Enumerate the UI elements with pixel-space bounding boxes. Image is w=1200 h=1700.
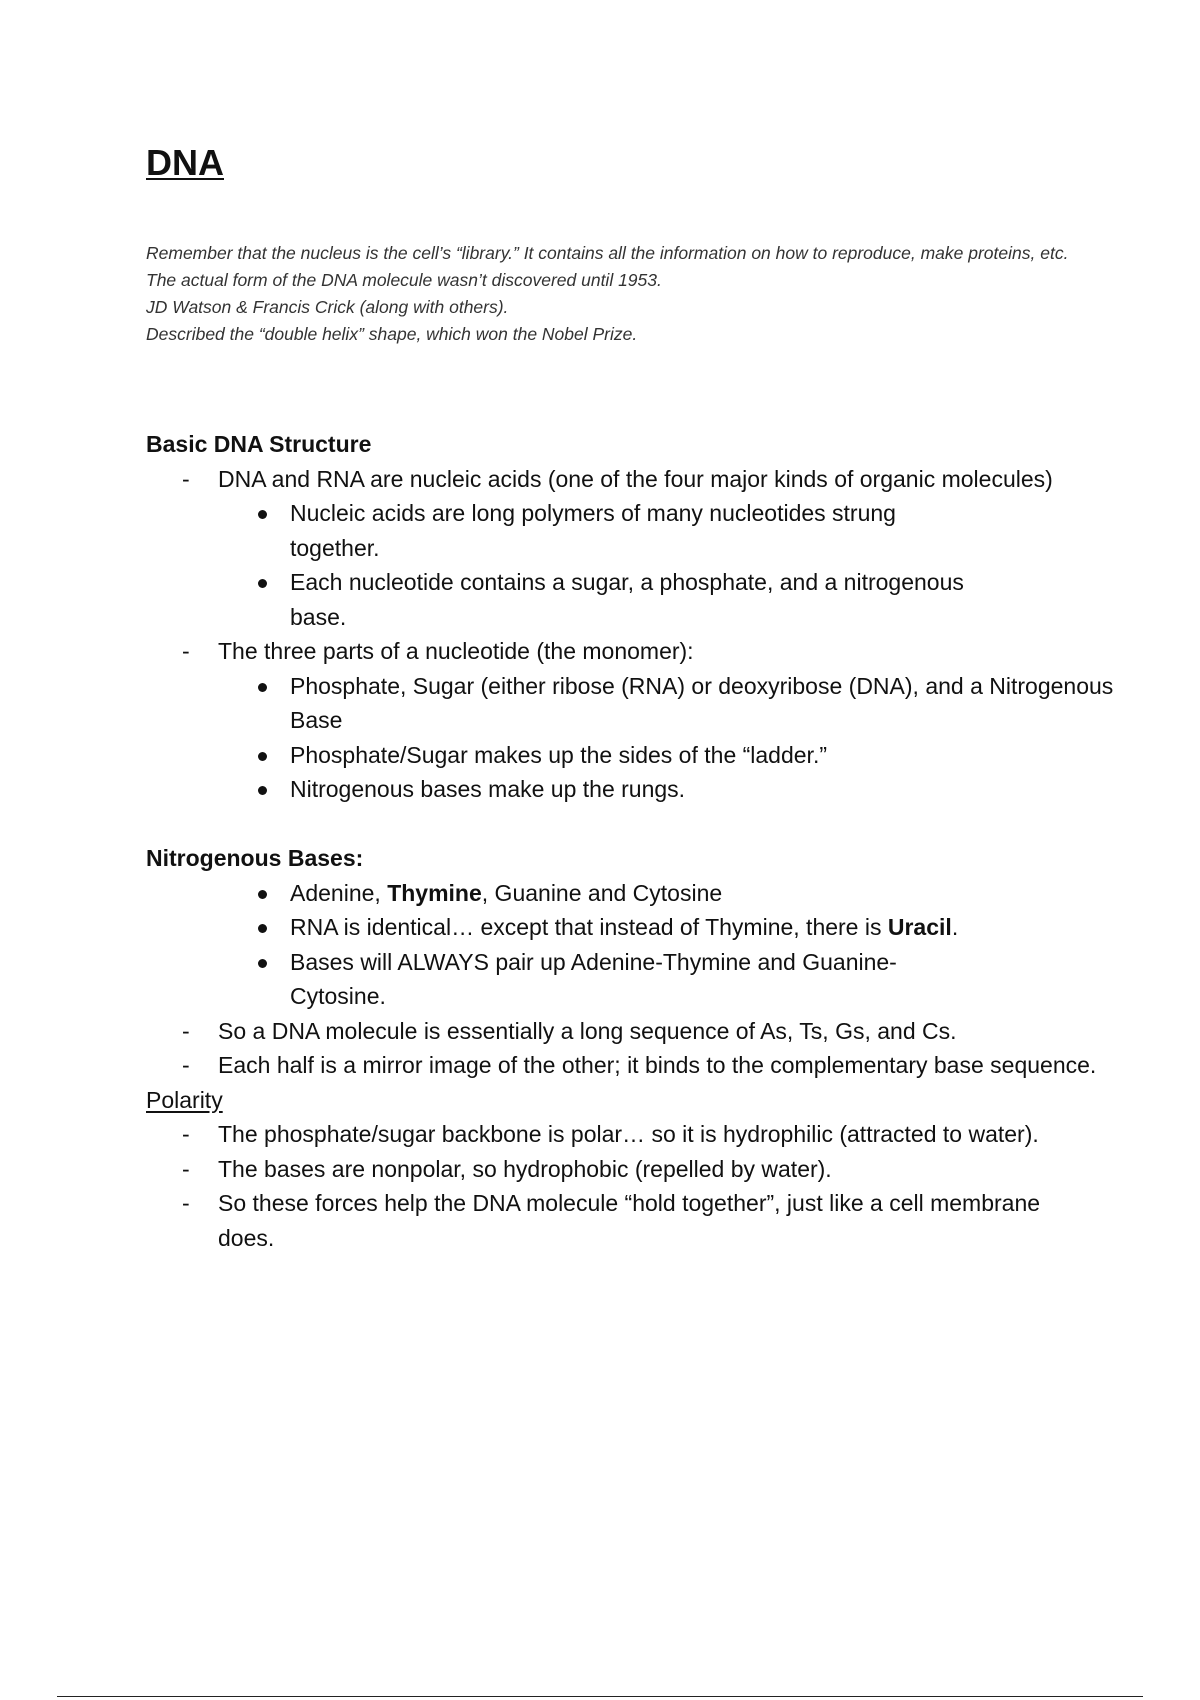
bullet-item: Each nucleotide contains a sugar, a phosphate, and a nitrogenous base. [146,565,990,634]
bullet-item: Bases will ALWAYS pair up Adenine-Thymine and Guanine-Cytosine. [146,945,910,1014]
dash-item: - So these forces help the DNA molecule “hold together”, just like a cell membrane does. [146,1186,1098,1255]
footer-divider [57,1696,1143,1697]
bullet-text: RNA is identical… except that instead of Thymine, there is [290,914,888,940]
bullet-item [146,876,1170,911]
bullet-item: Nucleic acids are long polymers of many nucleotides strung together. [146,496,990,565]
intro-line: The actual form of the DNA molecule wasn’t discovered until 1953. [146,270,662,290]
notes-body [146,427,1114,1255]
bullet-item: Nitrogenous bases make up the rungs. [146,772,1170,807]
bullet-item [146,910,1170,945]
intro-line: Described the “double helix” shape, which won the Nobel Prize. [146,324,638,344]
dash-item: - Each half is a mirror image of the other; it binds to the complementary base sequence. [146,1048,1098,1083]
dash-item: - DNA and RNA are nucleic acids (one of the four major kinds of organic molecules) [146,462,1098,497]
bullet-text: Adenine, [290,879,388,906]
bullet-item: Phosphate/Sugar makes up the sides of the “ladder.” [146,738,1170,773]
bold-term-uracil: Uracil [887,914,952,940]
intro-line: JD Watson & Francis Crick (along with others). [146,297,509,317]
page-title: DNA [146,142,224,183]
section-heading-basic-structure: Basic DNA Structure [146,431,372,457]
dash-item: - The bases are nonpolar, so hydrophobic (repelled by water). [146,1152,1098,1187]
dash-item: - The three parts of a nucleotide (the monomer): [146,634,1098,669]
dash-item: - The phosphate/sugar backbone is polar… so it is hydrophilic (attracted to water). [146,1117,1098,1152]
section-heading-polarity: Polarity [146,1086,223,1113]
dash-item: - So a DNA molecule is essentially a long sequence of As, Ts, Gs, and Cs. [146,1014,1098,1049]
bullet-item: Phosphate, Sugar (either ribose (RNA) or deoxyribose (DNA), and a Nitrogenous Base [146,669,1170,738]
bullet-text: , Guanine and Cytosine [481,879,723,906]
section-heading-nitrogenous-bases: Nitrogenous Bases: [146,845,364,871]
intro-line: Remember that the nucleus is the cell’s “library.” It contains all the information on how to reproduce, make proteins, etc. [146,243,1069,263]
intro-notes [146,240,1096,348]
bullet-text: . [951,914,959,940]
bold-term-thymine: Thymine [387,879,482,906]
